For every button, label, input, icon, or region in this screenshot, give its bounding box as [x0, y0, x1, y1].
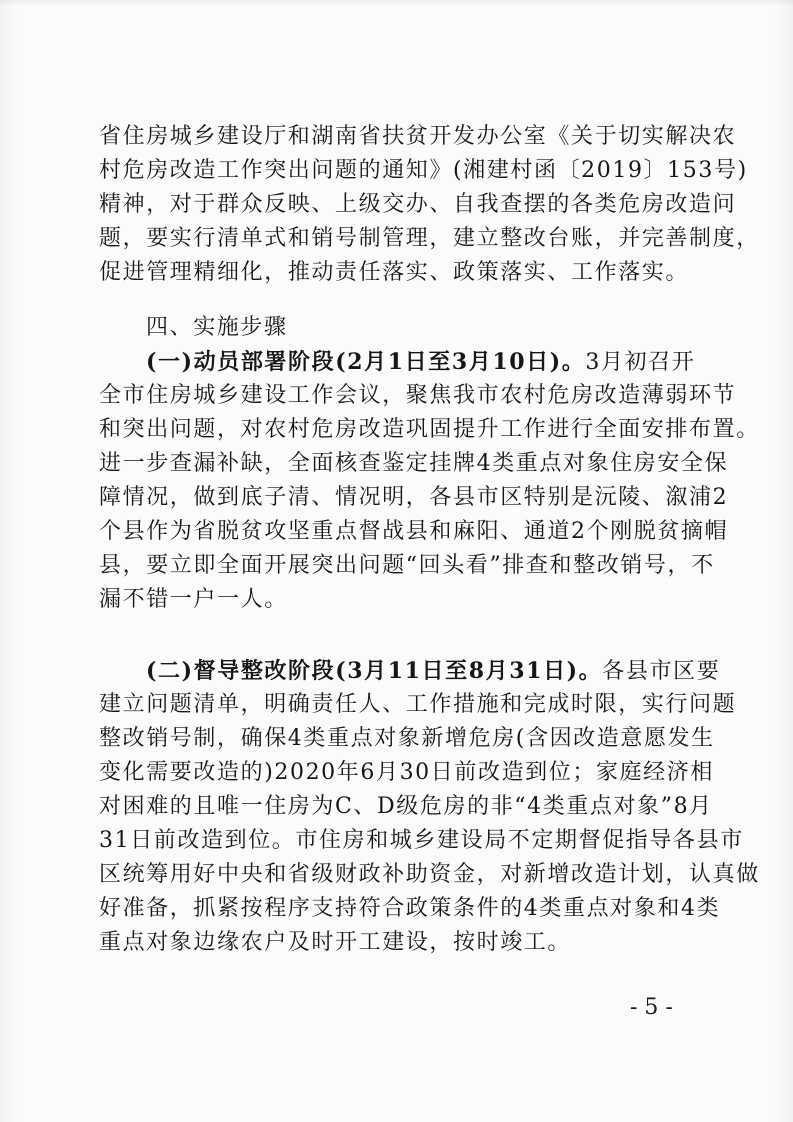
paragraph-2-line: 漏不错一户一人。 — [99, 587, 288, 612]
scan-edge-shadow — [0, 0, 793, 6]
paragraph-2-line: 进一步查漏补缺，全面核查鉴定挂牌4类重点对象住房安全保 — [99, 451, 729, 476]
paragraph-3-first-line — [99, 654, 721, 688]
paragraph-1-line: 促进管理精细化，推动责任落实、政策落实、工作落实。 — [99, 260, 690, 285]
paragraph-2 — [99, 345, 760, 617]
paragraph-3-line: 好准备，抓紧按程序支持符合政策条件的4类重点对象和4类 — [99, 896, 721, 921]
paragraph-2-line: 全市住房城乡建设工作会议，聚焦我市农村危房改造薄弱环节 — [99, 383, 737, 408]
paragraph-3-line: 重点对象边缘农户及时开工建设，按时竣工。 — [99, 930, 572, 955]
paragraph-3-line: 31日前改造到位。市住房和城乡建设局不定期督促指导各县市 — [99, 828, 744, 853]
paragraph-1 — [99, 120, 760, 290]
paragraph-3-line: 区统筹用好中央和省级财政补助资金，对新增改造计划，认真做 — [99, 862, 760, 887]
paragraph-2-lead-rest: 3月初召开 — [585, 350, 696, 375]
paragraph-2-first-line — [99, 345, 696, 379]
paragraph-3-line: 变化需要改造的)2020年6月30日前改造到位；家庭经济相 — [99, 760, 714, 785]
paragraph-1-line: 省住房城乡建设厅和湖南省扶贫开发办公室《关于切实解决农 — [99, 124, 737, 149]
paragraph-2-line: 障情况，做到底子清、情况明，各县市区特别是沅陵、溆浦2 — [99, 485, 729, 510]
paragraph-2-bold-lead: (一)动员部署阶段(2月1日至3月10日)。 — [146, 349, 586, 375]
paragraph-2-line: 个县作为省脱贫攻坚重点督战县和麻阳、通道2个刚脱贫摘帽 — [99, 519, 729, 544]
paragraph-3-bold-lead: (二)督导整改阶段(3月11日至8月31日)。 — [146, 658, 603, 684]
paragraph-1-line: 题，要实行清单式和销号制管理，建立整改台账，并完善制度， — [99, 226, 760, 251]
paragraph-3-line: 对困难的且唯一住房为C、D级危房的非“4类重点对象”8月 — [99, 794, 713, 819]
paragraph-2-line: 县，要立即全面开展突出问题“回头看”排查和整改销号，不 — [99, 553, 715, 578]
paragraph-1-line: 村危房改造工作突出问题的通知》(湘建村函〔2019〕153号) — [99, 158, 748, 183]
paragraph-2-line: 和突出问题，对农村危房改造巩固提升工作进行全面安排布置。 — [99, 417, 760, 442]
paragraph-3 — [99, 654, 760, 960]
paragraph-3-line: 建立问题清单，明确责任人、工作措施和完成时限，实行问题 — [99, 692, 737, 717]
paragraph-3-line: 整改销号制，确保4类重点对象新增危房(含因改造意愿发生 — [99, 726, 715, 751]
paragraph-3-lead-rest: 各县市区要 — [602, 659, 721, 684]
paragraph-1-line: 精神，对于群众反映、上级交办、自我查摆的各类危房改造问 — [99, 192, 737, 217]
page-number: - 5 - — [630, 995, 673, 1020]
section-heading: 四、实施步骤 — [146, 315, 288, 340]
